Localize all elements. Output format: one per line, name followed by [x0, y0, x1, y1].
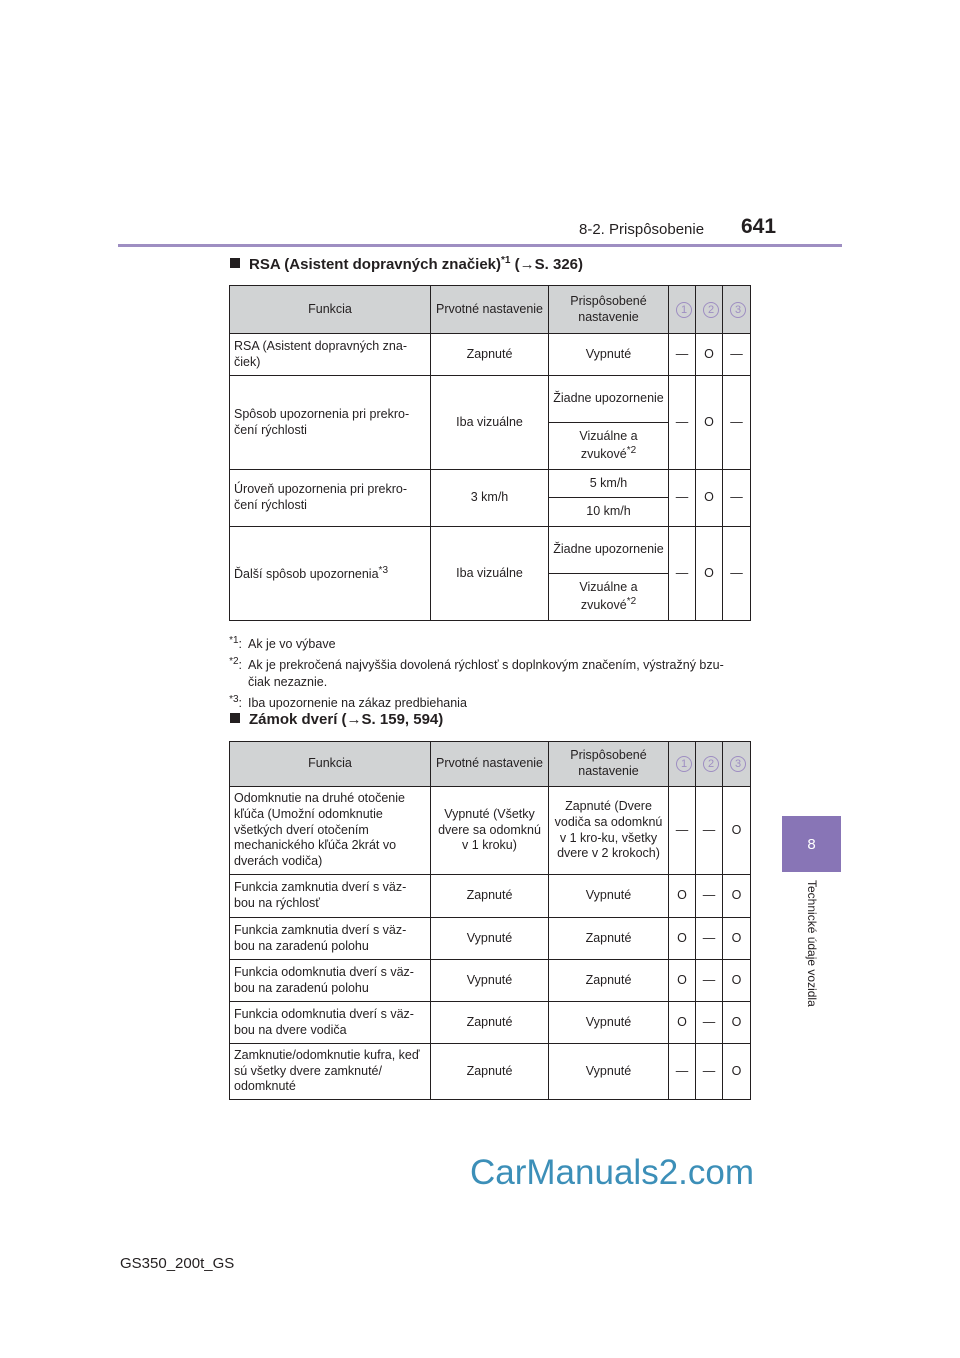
- table-row: [230, 918, 751, 960]
- col-header: Prvotné nastavenie: [431, 742, 549, 787]
- col-header-2: 2: [696, 742, 723, 787]
- rsa-table: [229, 285, 751, 621]
- cell-mark: —: [696, 960, 723, 1002]
- cell-mark: O: [723, 1044, 751, 1100]
- cell-mark: —: [669, 787, 696, 875]
- col-header: Funkcia: [230, 286, 431, 334]
- header-rule: [118, 244, 842, 247]
- table-row: [230, 787, 751, 875]
- cell-function: RSA (Asistent dopravných zna-čiek): [230, 334, 431, 376]
- cell-initial: Vypnuté: [431, 918, 549, 960]
- table-row: [230, 1044, 751, 1100]
- cell-mark: —: [669, 1044, 696, 1100]
- cell-mark: —: [723, 376, 751, 470]
- door-lock-table: [229, 741, 751, 1100]
- cell-mark: O: [669, 918, 696, 960]
- bullet-square-icon: [230, 713, 240, 723]
- cell-custom: Vizuálne a zvukové$^{*2}$: [549, 574, 669, 621]
- cell-mark: —: [696, 787, 723, 875]
- cell-mark: —: [669, 376, 696, 470]
- table-row: [230, 470, 751, 498]
- cell-mark: O: [696, 334, 723, 376]
- cell-mark: O: [669, 960, 696, 1002]
- col-header-3: 3: [723, 286, 751, 334]
- cell-mark: O: [696, 527, 723, 621]
- table-header-row: [230, 286, 751, 334]
- cell-mark: O: [696, 376, 723, 470]
- col-header-1: 1: [669, 286, 696, 334]
- table-header-row: [230, 742, 751, 787]
- cell-function: Úroveň upozornenia pri prekro-čení rýchlosti: [230, 470, 431, 527]
- watermark: CarManuals2.com: [470, 1153, 754, 1192]
- cell-initial: Zapnuté: [431, 334, 549, 376]
- cell-custom: Zapnuté: [549, 918, 669, 960]
- footnote-continuation: čiak nezaznie.: [248, 675, 328, 690]
- cell-function: Ďalší spôsob upozornenia$^{*3}$: [230, 527, 431, 621]
- cell-initial: 3 km/h: [431, 470, 549, 527]
- cell-initial: Zapnuté: [431, 875, 549, 918]
- cell-mark: —: [723, 527, 751, 621]
- cell-mark: —: [696, 1002, 723, 1044]
- col-header: Prvotné nastavenie: [431, 286, 549, 334]
- cell-mark: O: [669, 875, 696, 918]
- cell-custom: Vypnuté: [549, 875, 669, 918]
- table-row: [230, 376, 751, 423]
- cell-mark: O: [723, 787, 751, 875]
- col-header: Funkcia: [230, 742, 431, 787]
- table-row: [230, 527, 751, 574]
- table-row: [230, 875, 751, 918]
- cell-custom: Žiadne upozornenie: [549, 376, 669, 423]
- cell-custom: Vizuálne a zvukové$^{*2}$: [549, 423, 669, 470]
- table-row: [230, 334, 751, 376]
- cell-mark: —: [669, 470, 696, 527]
- cell-mark: —: [696, 1044, 723, 1100]
- cell-function: Funkcia zamknutia dverí s väz-bou na rýchlosť: [230, 875, 431, 918]
- cell-initial: Vypnuté: [431, 960, 549, 1002]
- cell-initial: Vypnuté (Všetky dvere sa odomknú v 1 kroku): [431, 787, 549, 875]
- cell-initial: Iba vizuálne: [431, 376, 549, 470]
- footnotes: [218, 632, 724, 712]
- table-row: [230, 1002, 751, 1044]
- bullet-square-icon: [230, 258, 240, 268]
- footnote: $^{*1}$: Ak je vo výbave: [229, 635, 336, 652]
- page-number: 641: [741, 215, 777, 238]
- cell-function: Odomknutie na druhé otočenie kľúča (Umožní odomknutie všetkých dverí otočením mechanického kľúča 2krát vo dverách vodiča): [230, 787, 431, 875]
- cell-function: Funkcia zamknutia dverí s väz-bou na zaradenú polohu: [230, 918, 431, 960]
- col-header: Prispôsobené nastavenie: [549, 742, 669, 787]
- cell-function: Zamknutie/odomknutie kufra, keď sú všetky dvere zamknuté/ odomknuté: [230, 1044, 431, 1100]
- col-header: Prispôsobené nastavenie: [549, 286, 669, 334]
- cell-function: Spôsob upozornenia pri prekro-čení rýchlosti: [230, 376, 431, 470]
- cell-mark: O: [696, 470, 723, 527]
- cell-mark: O: [723, 960, 751, 1002]
- cell-mark: —: [696, 875, 723, 918]
- cell-mark: O: [723, 875, 751, 918]
- col-header-1: 1: [669, 742, 696, 787]
- cell-custom: 5 km/h: [549, 470, 669, 498]
- cell-mark: O: [723, 918, 751, 960]
- cell-initial: Zapnuté: [431, 1044, 549, 1100]
- cell-custom: Zapnuté: [549, 960, 669, 1002]
- cell-mark: —: [723, 470, 751, 527]
- cell-custom: Vypnuté: [549, 1002, 669, 1044]
- cell-initial: Iba vizuálne: [431, 527, 549, 621]
- cell-initial: Zapnuté: [431, 1002, 549, 1044]
- cell-custom: Zapnuté (Dvere vodiča sa odomknú v 1 kro-ku, všetky dvere v 2 krokoch): [549, 787, 669, 875]
- cell-mark: O: [669, 1002, 696, 1044]
- section-title: 8-2. Prispôsobenie: [579, 221, 705, 238]
- section-heading-rsa: RSA (Asistent dopravných značiek)$^{*1}$ (→S. 326): [230, 255, 583, 273]
- cell-function: Funkcia odomknutia dverí s väz-bou na dvere vodiča: [230, 1002, 431, 1044]
- col-header-3: 3: [723, 742, 751, 787]
- cell-mark: —: [723, 334, 751, 376]
- chapter-side-title: Technické údaje vozidla: [805, 880, 819, 1007]
- footnote: $^{*3}$: Iba upozornenie na zákaz predbiehania: [229, 694, 467, 711]
- cell-mark: —: [696, 918, 723, 960]
- cell-custom: Vypnuté: [549, 334, 669, 376]
- cell-mark: —: [669, 527, 696, 621]
- col-header-2: 2: [696, 286, 723, 334]
- cell-custom: Vypnuté: [549, 1044, 669, 1100]
- cell-custom: 10 km/h: [549, 498, 669, 527]
- cell-custom: Žiadne upozornenie: [549, 527, 669, 574]
- cell-mark: —: [669, 334, 696, 376]
- cell-mark: O: [723, 1002, 751, 1044]
- footer-model: GS350_200t_GS: [120, 1255, 235, 1272]
- cell-function: Funkcia odomknutia dverí s väz-bou na zaradenú polohu: [230, 960, 431, 1002]
- footnote: $^{*2}$: Ak je prekročená najvyššia dovolená rýchlosť s doplnkovým značením, výstražný bzu-: [229, 656, 724, 673]
- chapter-tab: 8: [782, 816, 841, 872]
- table-row: [230, 960, 751, 1002]
- section-heading-door-lock: Zámok dverí (→S. 159, 594): [230, 711, 443, 728]
